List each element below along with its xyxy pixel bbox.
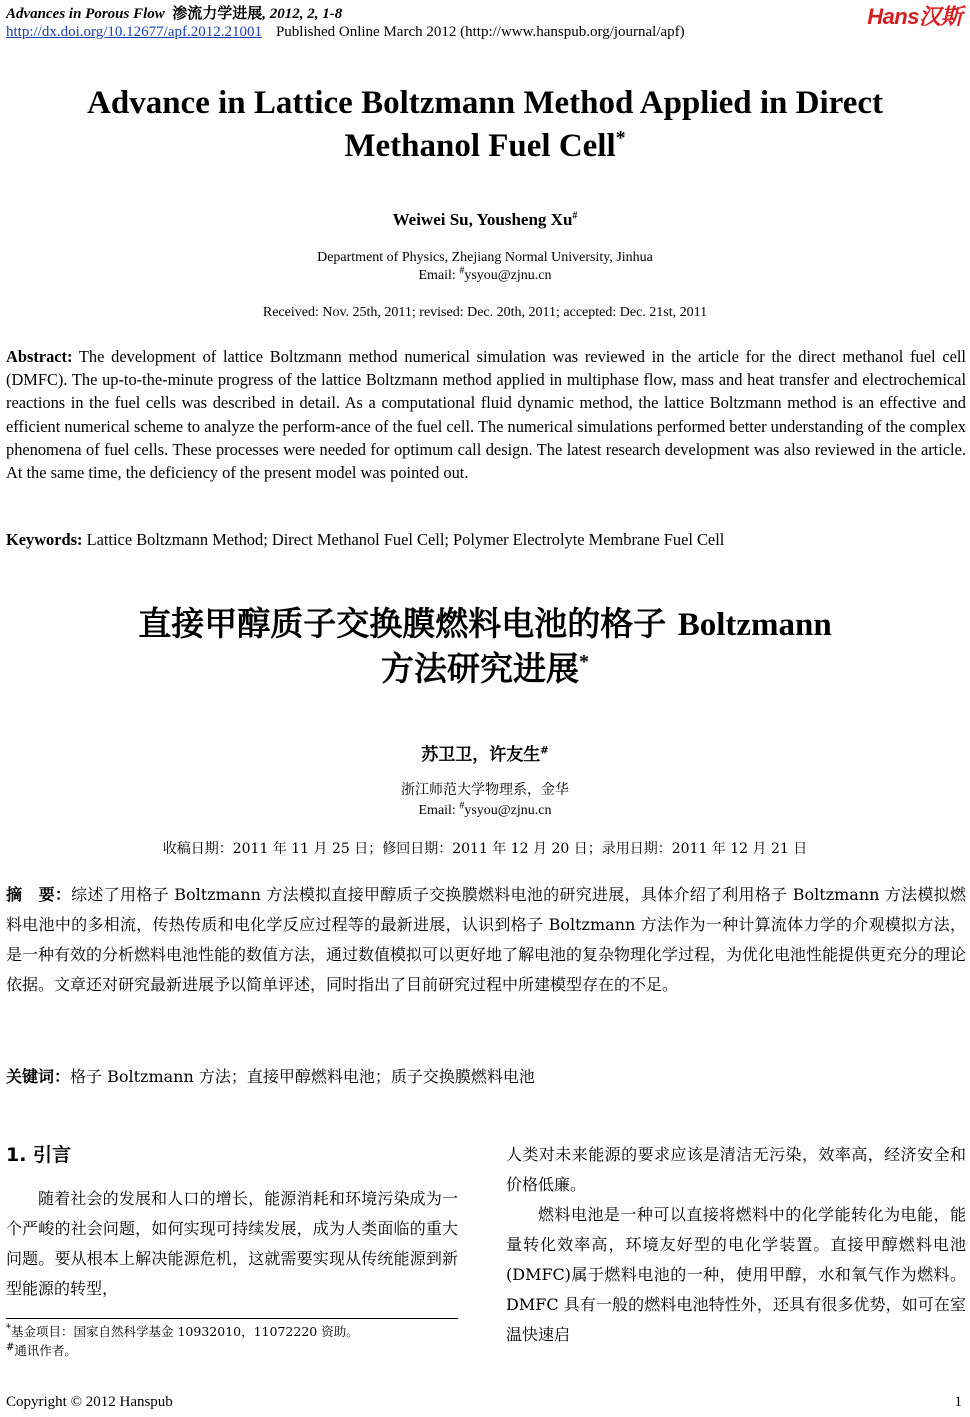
section-heading-introduction: 1. 引言 (6, 1144, 72, 1166)
footnote-fund: *基金项目：国家自然科学基金 10932010，11072220 资助。 (6, 1322, 359, 1339)
chinese-authors: 苏卫卫，许友生# (421, 745, 549, 765)
footnote-divider (6, 1318, 458, 1319)
english-title: Advance in Lattice Boltzmann Method Applied in Direct Methanol Fuel Cell* (87, 85, 883, 164)
chinese-abstract: 摘 要：综述了用格子 Boltzmann 方法模拟直接甲醇质子交换膜燃料电池的研究进展，具体介绍了利用格子 Boltzmann 方法模拟燃料电池中的多相流，传热传质和电化学反应过程等的最新进展，认识到格子 Boltzmann 方法作为一种计算流体力学的介观模拟方法，是一种有效的分析燃料电池性能的数值方法，通过数值模拟可以更好地了解电池的复杂物理化学过程，为优化电池性能提供更充分的理论依据。文章还对研究最新进展予以简单评述，同时指出了目前研究过程中所建模型存在的不足。 (6, 885, 967, 994)
journal-header (6, 2, 342, 23)
chinese-keywords: 关键词：格子 Boltzmann 方法；直接甲醇燃料电池；质子交换膜燃料电池 (6, 1067, 535, 1086)
journal-citation: , 2012, 2, 1-8 (262, 6, 343, 22)
english-authors: Weiwei Su, Yousheng Xu# (392, 210, 578, 229)
chinese-title: 直接甲醇质子交换膜燃料电池的格子 Boltzmann 方法研究进展* (138, 604, 832, 688)
english-keywords: Keywords: Lattice Boltzmann Method; Direct Methanol Fuel Cell; Polymer Electrolyte Membrane Fuel Cell (6, 530, 725, 549)
copyright-footer: Copyright © 2012 Hanspub (6, 1394, 173, 1410)
chinese-received-dates: 收稿日期：2011 年 11 月 25 日；修回日期：2011 年 12 月 20 日；录用日期：2011 年 12 月 21 日 (162, 841, 808, 857)
intro-right-column (506, 1140, 966, 1350)
chinese-affiliation: 浙江师范大学物理系，金华 (401, 782, 569, 798)
hans-logo: Hans汉斯 (867, 4, 962, 29)
intro-paragraph-1-continued: 人类对未来能源的要求应该是清洁无污染，效率高，经济安全和价格低廉。 (506, 1145, 966, 1194)
journal-name: Advances in Porous Flow (6, 6, 165, 22)
intro-paragraph-2: 燃料电池是一种可以直接将燃料中的化学能转化为电能，能量转化效率高，环境友好型的电化学装置。直接甲醇燃料电池(DMFC)属于燃料电池的一种，使用甲醇，水和氧气作为燃料。DMFC 具有一般的燃料电池特性外，还具有很多优势，如可在室温快速启 (506, 1205, 966, 1344)
intro-paragraph-1: 随着社会的发展和人口的增长，能源消耗和环境污染成为一个严峻的社会问题，如何实现可持续发展，成为人类面临的重大问题。要从根本上解决能源危机，这就需要实现从传统能源到新型能源的转型， (6, 1189, 458, 1298)
english-email: Email: #ysyou@zjnu.cn (418, 265, 552, 283)
chinese-email: Email: #ysyou@zjnu.cn (418, 800, 552, 818)
journal-name-cn: 渗流力学进展 (172, 6, 263, 22)
intro-left-column (6, 1184, 458, 1304)
english-received-dates: Received: Nov. 25th, 2011; revised: Dec. 20th, 2011; accepted: Dec. 21st, 2011 (262, 305, 708, 320)
footnote-corresponding: #通讯作者。 (6, 1341, 77, 1358)
published-online: Published Online March 2012 (http://www.hanspub.org/journal/apf) (275, 24, 685, 40)
page-number: 1 (954, 1394, 962, 1410)
footnotes (6, 1322, 466, 1360)
journal-subheader (6, 24, 685, 41)
doi-link[interactable]: http://dx.doi.org/10.12677/apf.2012.21001 (6, 24, 262, 40)
english-affiliation: Department of Physics, Zhejiang Normal University, Jinhua (317, 250, 653, 265)
english-abstract: Abstract: The development of lattice Boltzmann method numerical simulation was reviewed in the article for the direct methanol fuel cell (DMFC). The up-to-the-minute progress of the lattice Boltzmann method applied in multiphase flow, mass and heat transfer and electrochemical reactions in the fuel cells was described in detail. As a computational fluid dynamic method, the lattice Boltzmann method is an effective and efficient numerical scheme to analyze the perform-ance of the fuel cell. The numerical simulations performed better understanding of the complex phenomena of fuel cells. These processes were needed for optimum call design. The latest research development was also reviewed in the article. At the same time, the deficiency of the present model was pointed out. (6, 347, 966, 483)
